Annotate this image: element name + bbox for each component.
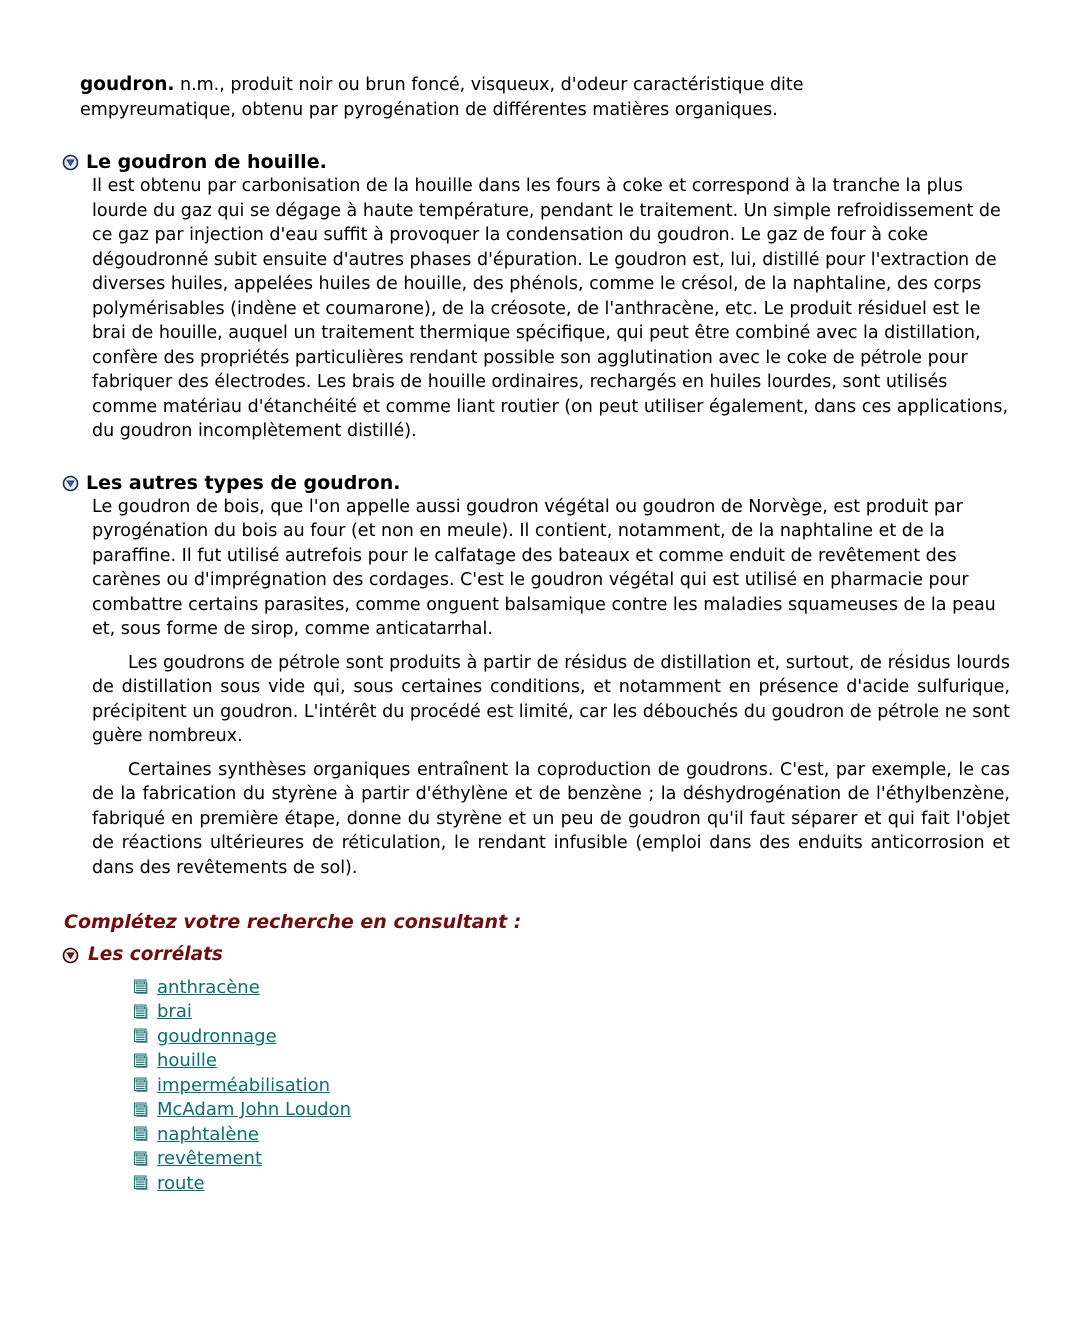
section-title: Le goudron de houille. (86, 151, 327, 173)
correlat-link-route[interactable]: route (157, 1172, 205, 1194)
section-body (92, 174, 1010, 444)
list-item (133, 1098, 1011, 1123)
section-heading (62, 150, 1011, 174)
list-item (133, 1171, 1011, 1196)
correlats-list (133, 975, 1011, 1196)
document-icon (133, 1151, 149, 1167)
section-body (92, 495, 1010, 881)
correlats-heading (62, 943, 1011, 967)
list-item (133, 1024, 1011, 1049)
correlat-link-impermeabilisation[interactable]: imperméabilisation (157, 1074, 331, 1096)
section-goudron-de-houille (62, 150, 1011, 444)
document-icon (133, 1175, 149, 1191)
list-item (133, 1000, 1011, 1025)
correlat-link-naphtalene[interactable]: naphtalène (157, 1123, 259, 1145)
list-item (133, 1147, 1011, 1172)
list-item (133, 1073, 1011, 1098)
document-icon (133, 1053, 149, 1069)
paragraph: Certaines synthèses organiques entraînent la coproduction de goudrons. C'est, par exemple, le cas de la fabrication du styrène à partir d'éthylène et de benzène ; la déshydrogénation de l'éthylbenzène, fabriqué en première étape, donne du styrène et un peu de goudron qu'il faut séparer et qui fait l'objet de réactions ultérieures de réticulation, le rendant infusible (emploi dans des enduits anticorrosion et dans des revêtements de sol). (92, 759, 1010, 878)
entry-definition: n.m., produit noir ou brun foncé, visqueux, d'odeur caractéristique dite empyreumatique, obtenu par pyrogénation de différentes matières organiques. (80, 75, 804, 120)
document-icon (133, 979, 149, 995)
list-item (133, 1122, 1011, 1147)
document-icon (133, 1126, 149, 1142)
entry-term: goudron. (80, 74, 175, 95)
correlats-title: Les corrélats (88, 944, 223, 965)
paragraph: Le goudron de bois, que l'on appelle aussi goudron végétal ou goudron de Norvège, est produit par pyrogénation du bois au four (et non en meule). Il contient, notamment, de la naphtaline et de la paraffine. Il fut utilisé autrefois pour le calfatage des bateaux et comme enduit de revêtement des carènes ou d'imprégnation des cordages. C'est le goudron végétal qui est utilisé en pharmacie pour combattre certains parasites, comme onguent balsamique contre les maladies squameuses de la peau et, sous forme de sirop, comme anticatarrhal. (92, 496, 996, 639)
document-icon (133, 1028, 149, 1044)
list-item (133, 975, 1011, 1000)
document-icon (133, 1102, 149, 1118)
circle-down-triangle-icon (62, 154, 79, 171)
correlat-link-revetement[interactable]: revêtement (157, 1148, 263, 1170)
section-heading (62, 471, 1011, 495)
paragraph: Il est obtenu par carbonisation de la houille dans les fours à coke et correspond à la tranche la plus lourde du gaz qui se dégage à haute température, pendant le traitement. Un simple refroidissement de ce gaz par injection d'eau suffit à provoquer la condensation du goudron. Le gaz de four à coke dégoudronné subit ensuite d'autres phases d'épuration. Le goudron est, lui, distillé pour l'extraction de diverses huiles, appelées huiles de houille, des phénols, comme le crésol, de la naphtaline, des corps polymérisables (indène et coumarone), de la créosote, de l'anthracène, etc. Le produit résiduel est le brai de houille, auquel un traitement thermique spécifique, qui peut être combiné avec la distillation, confère des propriétés particulières rendant possible son agglutination avec le coke de pétrole pour fabriquer des électrodes. Les brais de houille ordinaires, rechargés en huiles lourdes, sont utilisés comme matériau d'étanchéité et comme liant routier (on peut utiliser également, dans ces applications, du goudron incomplètement distillé). (92, 176, 1009, 441)
document-icon (133, 1004, 149, 1020)
related-search-footer (62, 910, 1011, 1196)
correlat-link-goudronnage[interactable]: goudronnage (157, 1025, 277, 1047)
correlat-link-houille[interactable]: houille (157, 1050, 217, 1072)
section-title: Les autres types de goudron. (86, 471, 401, 494)
correlat-link-anthracene[interactable]: anthracène (157, 976, 260, 998)
search-prompt: Complétez votre recherche en consultant : (64, 911, 522, 933)
circle-down-triangle-icon (62, 475, 79, 492)
section-autres-types-de-goudron (62, 471, 1011, 881)
correlat-link-brai[interactable]: brai (157, 1001, 192, 1023)
entry-definition-block (80, 72, 932, 123)
circle-down-triangle-maroon-icon (62, 947, 79, 964)
document-icon (133, 1077, 149, 1093)
correlat-link-mcadam-john-loudon[interactable]: McAdam John Loudon (157, 1099, 351, 1121)
list-item (133, 1049, 1011, 1074)
paragraph: Les goudrons de pétrole sont produits à partir de résidus de distillation et, surtout, de résidus lourds de distillation sous vide qui, sous certaines conditions, et notamment en présence d'acide sulfurique, précipitent un goudron. L'intérêt du procédé est limité, car les débouchés du goudron de pétrole ne sont guère nombreux. (92, 652, 1010, 746)
